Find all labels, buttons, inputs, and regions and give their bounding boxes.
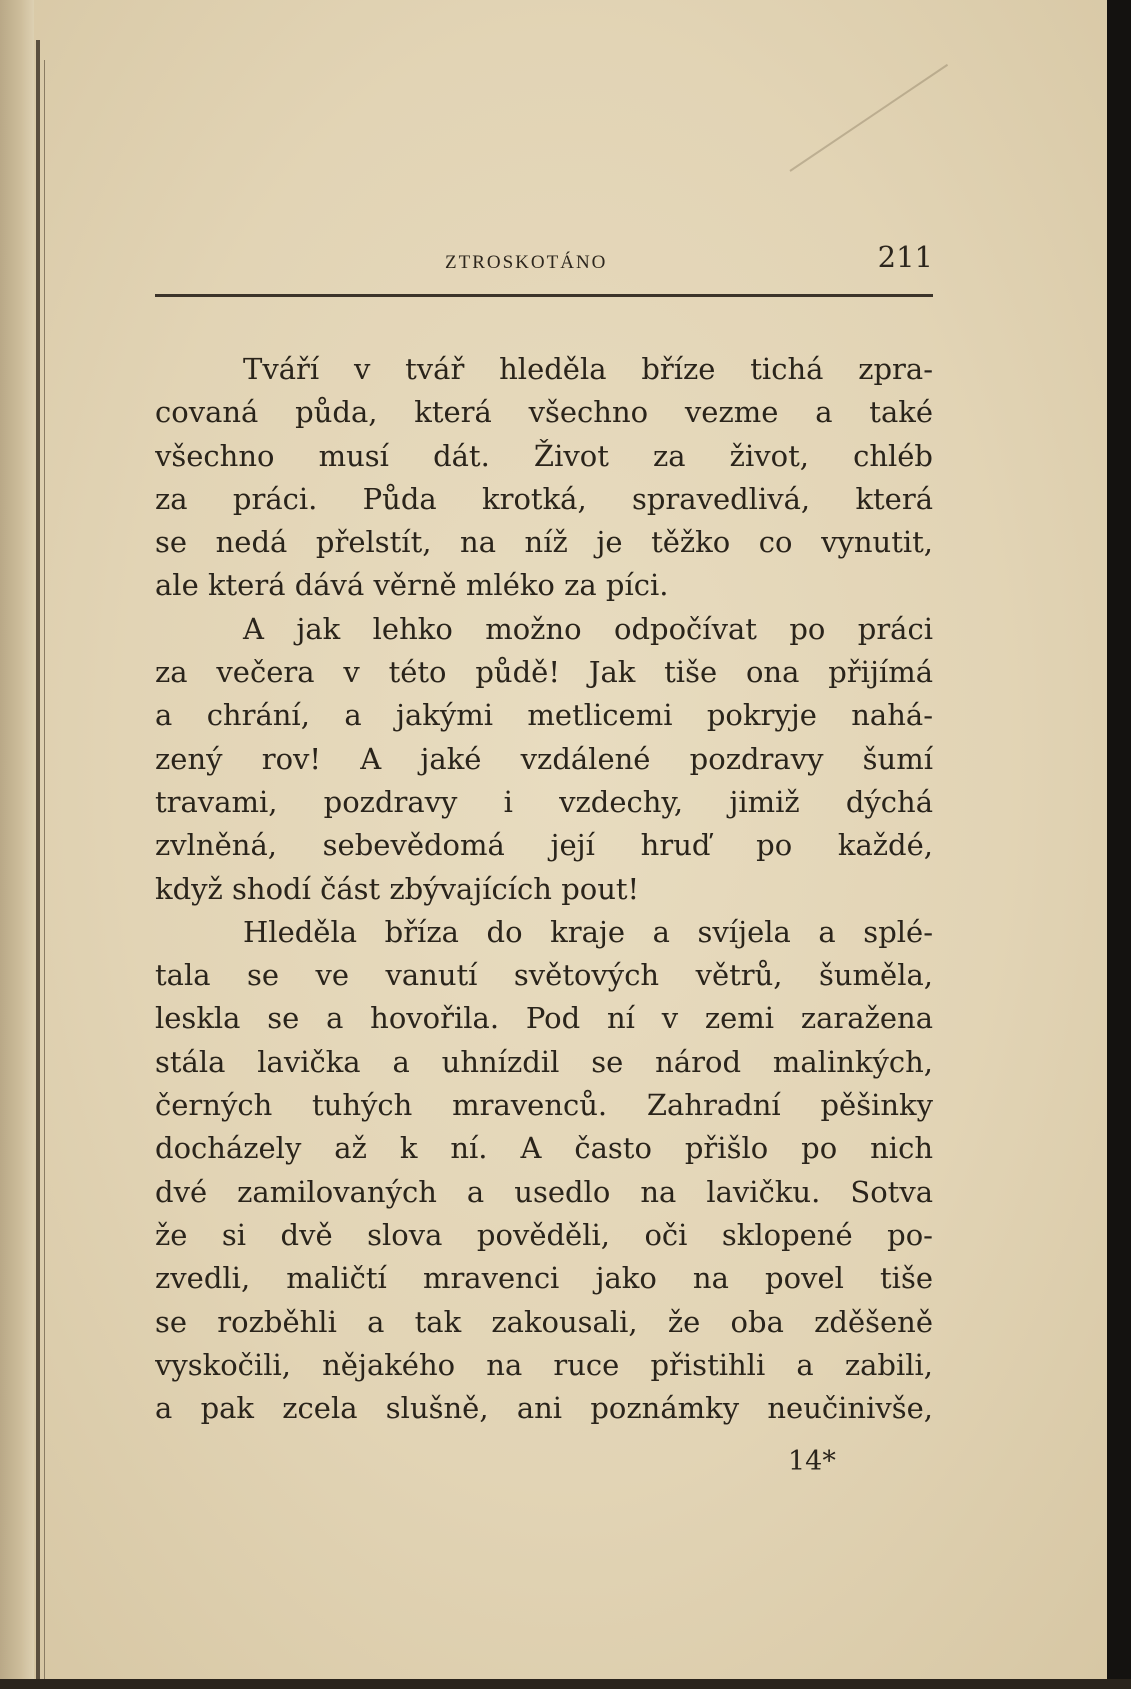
paper-scratch-mark [789, 64, 948, 172]
text-line: zený rov! A jaké vzdálené pozdravy šumí [155, 741, 933, 776]
text-line: se nedá přelstít, na níž je těžko co vynutit, [155, 525, 933, 560]
text-line: za práci. Půda krotká, spravedlivá, která [155, 481, 933, 516]
header-rule [155, 294, 933, 297]
page-number: 211 [877, 240, 933, 274]
text-line: a pak zcela slušně, ani poznámky neučinivše, [155, 1391, 933, 1426]
text-line: za večera v této půdě! Jak tiše ona přijímá [155, 655, 933, 690]
text-line: vyskočili, nějakého na ruce přistihli a zabili, [155, 1347, 933, 1382]
text-line: stála lavička a uhnízdil se národ malinkých, [155, 1044, 933, 1079]
text-line: Tváří v tvář hleděla bříze tichá zpra- [243, 352, 933, 386]
text-line: Hleděla bříza do kraje a svíjela a splé- [243, 914, 933, 949]
text-line: se rozběhli a tak zakousali, že oba zděšeně [155, 1304, 933, 1339]
text-line: černých tuhých mravenců. Zahradní pěšinky [155, 1088, 933, 1123]
text-line: travami, pozdravy i vzdechy, jimiž dýchá [155, 784, 933, 819]
binding-edge-thin-line [44, 60, 45, 1680]
scan-border-bottom [0, 1679, 1131, 1689]
running-title: ZTROSKOTÁNO [445, 252, 608, 273]
binding-edge-line [36, 40, 40, 1689]
text-line: všechno musí dát. Život za život, chléb [155, 438, 933, 473]
text-line: ale která dává věrně mléko za píci. [155, 568, 669, 603]
text-line: zvedli, maličtí mravenci jako na povel tiše [155, 1261, 933, 1296]
text-line: covaná půda, která všechno vezme a také [155, 395, 933, 430]
text-line: že si dvě slova pověděli, oči sklopené po- [155, 1217, 933, 1252]
text-line: leskla se a hovořila. Pod ní v zemi zaražena [155, 1001, 933, 1036]
body-text [155, 348, 933, 1430]
running-header [155, 236, 933, 288]
scan-border-right [1107, 0, 1131, 1689]
text-line: zvlněná, sebevědomá její hruď po každé, [155, 828, 933, 863]
text-line: když shodí část zbývajících pout! [155, 871, 640, 906]
signature-mark: 14* [788, 1446, 836, 1477]
text-line: tala se ve vanutí světových větrů, šuměla, [155, 958, 933, 993]
text-line: a chrání, a jakými metlicemi pokryje nahá- [155, 698, 933, 733]
text-line: A jak lehko možno odpočívat po práci [243, 611, 933, 646]
page-gutter-shadow [0, 0, 34, 1689]
text-line: docházely až k ní. A často přišlo po nich [155, 1131, 933, 1166]
text-line: dvé zamilovaných a usedlo na lavičku. Sotva [155, 1174, 933, 1209]
